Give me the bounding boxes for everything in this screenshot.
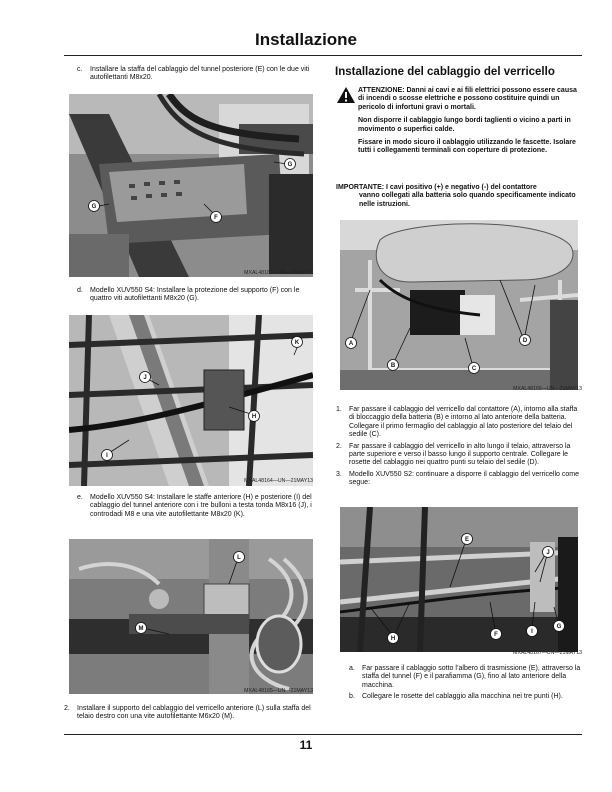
callout-j: J bbox=[546, 550, 550, 557]
callout-g-2: G bbox=[91, 204, 97, 211]
figure-code: MXAL48164—UN—21MAY13 bbox=[244, 478, 313, 484]
page-title: Installazione bbox=[254, 30, 358, 49]
figure-code: MXAL48165—UN—21MAY13 bbox=[244, 688, 313, 694]
footer-rule bbox=[64, 734, 582, 735]
step-2-right bbox=[336, 443, 582, 468]
step-2-label: 2. bbox=[64, 705, 70, 712]
figure-battery-contactor bbox=[340, 220, 578, 390]
callout-f: F bbox=[494, 632, 498, 639]
step-2 bbox=[64, 705, 319, 722]
callout-i: I bbox=[106, 453, 108, 460]
step-e-label: e. bbox=[77, 494, 83, 501]
important-line1: I cavi positivo (+) e negativo (-) del contattore bbox=[386, 184, 537, 191]
right-substeps bbox=[349, 665, 582, 702]
callout-c: C bbox=[471, 366, 477, 373]
step-1-text: Far passare il cablaggio del verricello dal contattore (A), intorno alla staffa di bloccaggio della batteria (B) e intorno al lato anteriore della batteria. Collegare il primo fermaglio del cablaggio al lato posteriore del telaio del sedile (C). bbox=[349, 406, 578, 439]
step-1-label: 1. bbox=[336, 406, 342, 413]
figure-driveshaft-routing-image bbox=[340, 507, 578, 652]
callout-g-1: G bbox=[287, 162, 293, 169]
callout-f: F bbox=[214, 215, 218, 222]
figure-tunnel-bracket bbox=[69, 94, 313, 277]
callout-k: K bbox=[294, 340, 300, 347]
callout-j: J bbox=[143, 375, 147, 382]
figure-code: MXAL48163—UN—21MAY13 bbox=[244, 270, 313, 276]
step-c-label: c. bbox=[77, 66, 83, 73]
step-2-right-label: 2. bbox=[336, 442, 342, 450]
callout-d: D bbox=[522, 338, 528, 345]
section-title: Installazione del cablaggio del verricello bbox=[335, 66, 555, 78]
step-3-label: 3. bbox=[336, 470, 342, 478]
header-rule bbox=[64, 55, 582, 56]
callout-l: L bbox=[237, 555, 241, 562]
callout-g: G bbox=[556, 624, 562, 631]
step-d-label: d. bbox=[77, 287, 83, 294]
step-d-text: Modello XUV550 S4: Installare la protezione del supporto (F) con le quattro viti autofilettanti M8x20 (G). bbox=[90, 287, 300, 303]
substep-a bbox=[349, 665, 582, 690]
page-number: 11 bbox=[299, 738, 313, 752]
step-2-text: Installare il supporto del cablaggio del verricello anteriore (L) sulla staffa del telaio destro con una vite autofilettante M6x20 (M). bbox=[77, 705, 311, 721]
callout-a: A bbox=[348, 341, 354, 348]
step-d bbox=[77, 287, 317, 304]
warning-p1: ATTENZIONE: Danni ai cavi e ai fili elettrici possono essere causa di incendi o scosse elettriche e possono costituire quindi un pericolo di infortuni gravi o mortali. bbox=[358, 87, 577, 111]
important-rest: vanno collegati alla batteria solo quando specificamente indicato nelle istruzioni. bbox=[359, 192, 576, 208]
step-e bbox=[77, 494, 317, 519]
substep-a-label: a. bbox=[349, 665, 355, 672]
step-e-text: Modello XUV550 S4: Installare le staffe anteriore (H) e posteriore (I) del cablaggio del tunnel anteriore con i tre bulloni a testa tonda M8x16 (J), i controdadi M8 e una vite autofilettante M8x20 (K). bbox=[90, 494, 312, 518]
figure-tunnel-bracket-image bbox=[69, 94, 313, 277]
figure-code: MXAL48166—UN—21MAY13 bbox=[513, 386, 582, 392]
figure-code: MXAL48167—UN—21MAY13 bbox=[513, 650, 582, 656]
right-steps bbox=[336, 406, 582, 488]
figure-front-winch-support bbox=[69, 539, 313, 694]
important-note bbox=[336, 184, 582, 209]
step-c bbox=[77, 66, 317, 83]
callout-e: E bbox=[464, 537, 470, 544]
warning-text bbox=[358, 87, 578, 156]
warning-p2: Non disporre il cablaggio lungo bordi taglienti o vicino a parti in movimento o superfici calde. bbox=[358, 117, 571, 133]
callout-i: I bbox=[531, 629, 533, 636]
figure-front-winch-support-image bbox=[69, 539, 313, 694]
important-label: IMPORTANTE: bbox=[336, 184, 385, 191]
substep-b bbox=[349, 693, 582, 701]
figure-support-guard bbox=[69, 315, 313, 486]
step-c-text: Installare la staffa del cablaggio del tunnel posteriore (E) con le due viti autofilettanti M8x20. bbox=[90, 66, 310, 82]
substep-b-text: Collegare le rosette del cablaggio alla macchina nei tre punti (H). bbox=[362, 693, 563, 701]
figure-support-guard-image bbox=[69, 315, 313, 486]
warning-p3: Fissare in modo sicuro il cablaggio utilizzando le fascette. Isolare tutti i collegamenti terminali con coperture di protezione. bbox=[358, 139, 576, 155]
callout-m: M bbox=[138, 626, 144, 633]
step-3 bbox=[336, 471, 582, 488]
substep-b-label: b. bbox=[349, 693, 355, 701]
step-2-right-text: Far passare il cablaggio del verricello in alto lungo il telaio, attraverso la parte superiore e verso il basso lungo il supporto centrale. Collegare le rosette del cablaggio nei quattro punti su telaio del sedile (D). bbox=[349, 442, 571, 467]
warning-icon bbox=[336, 86, 356, 104]
step-1 bbox=[336, 406, 582, 440]
figure-battery-contactor-image bbox=[340, 220, 578, 390]
callout-b: B bbox=[390, 363, 396, 370]
step-3-text: Modello XUV550 S2: continuare a disporre il cablaggio del verricello come segue: bbox=[349, 470, 579, 487]
callout-h: H bbox=[390, 636, 396, 643]
substep-a-text: Far passare il cablaggio sotto l’albero di trasmissione (E), attraverso la staffa del tunnel (F) e il parafiamma (G), fino al lato anteriore della macchina. bbox=[362, 665, 581, 689]
callout-h: H bbox=[251, 414, 257, 421]
figure-driveshaft-routing bbox=[340, 507, 578, 652]
